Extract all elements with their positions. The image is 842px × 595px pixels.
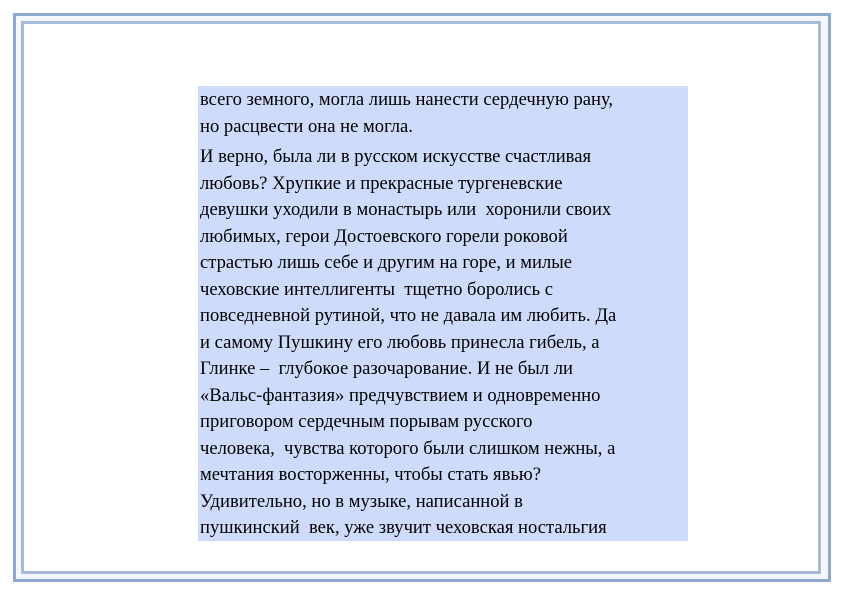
text-line: и самому Пушкину его любовь принесла гибель, а xyxy=(200,331,600,353)
text-line: повседневной рутиной, что не давала им любить. Да xyxy=(200,305,617,326)
text-line: чеховские интеллигенты тщетно боролись с xyxy=(200,278,554,300)
text-line: «Вальс-фантазия» предчувствием и одновременно xyxy=(200,384,601,406)
text-line: И верно, была ли в русском искусстве счастливая xyxy=(200,146,592,167)
text-line: страстью лишь себе и другим на горе, и милые xyxy=(200,252,572,273)
text-line: Глинке – глубокое разочарование. И не был ли xyxy=(200,358,573,379)
text-line: но расцвести она не могла. xyxy=(200,115,413,137)
paragraph-2 xyxy=(200,144,688,542)
text-line: человека, чувства которого были слишком нежны, а xyxy=(200,437,616,459)
text-line: мечтания восторженны, чтобы стать явью? xyxy=(200,464,542,485)
highlighted-text-block xyxy=(198,86,688,541)
text-line: девушки уходили в монастырь или хоронили своих xyxy=(200,199,612,220)
text-line: приговором сердечным порывам русского xyxy=(200,411,533,432)
text-line: любимых, герои Достоевского горели роковой xyxy=(200,225,568,247)
text-line: всего земного, могла лишь нанести сердечную рану, xyxy=(200,89,614,110)
text-line: пушкинский век, уже звучит чеховская ностальгия xyxy=(200,517,607,538)
text-line: любовь? Хрупкие и прекрасные тургеневские xyxy=(200,172,563,194)
text-line: Удивительно, но в музыке, написанной в xyxy=(200,490,523,512)
paragraph-1 xyxy=(200,87,688,140)
